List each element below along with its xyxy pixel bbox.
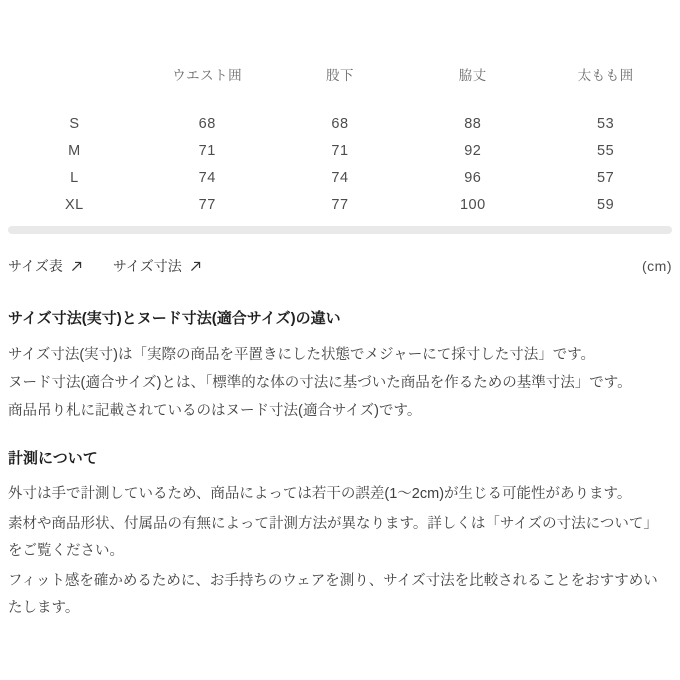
paragraph: 商品吊り札に記載されているのはヌード寸法(適合サイズ)です。 (8, 402, 422, 419)
column-header-blank (8, 64, 141, 110)
column-header-thigh: 太もも囲 (577, 68, 634, 83)
table-links-row (8, 256, 672, 276)
table-cell: 57 (597, 169, 615, 186)
section-measurement-notes (8, 449, 672, 623)
section-heading: 計測について (8, 449, 98, 467)
column-header-side-length: 脇丈 (458, 68, 487, 83)
table-row (8, 137, 672, 164)
table-cell: 77 (331, 196, 349, 213)
section-body (8, 481, 672, 622)
table-cell: 71 (198, 142, 216, 159)
table-cell: 68 (198, 115, 216, 132)
size-chart-link-label: サイズ表 (8, 258, 63, 274)
table-cell: 100 (459, 196, 486, 213)
table-row (8, 164, 672, 191)
paragraph: サイズ寸法(実寸)は「実際の商品を平置きにした状態でメジャーにて採寸した寸法」です。 (8, 346, 596, 363)
table-cell: 96 (464, 169, 482, 186)
table-cell: 77 (198, 196, 216, 213)
section-body (8, 342, 672, 425)
horizontal-scrollbar[interactable] (8, 226, 672, 234)
size-info-page (0, 64, 680, 680)
size-label: M (68, 142, 81, 159)
table-row (8, 191, 672, 218)
paragraph: フィット感を確かめるために、お手持ちのウェアを測り、サイズ寸法を比較されることをおすすめいたします。 (8, 573, 658, 616)
paragraph: 外寸は手で計測しているため、商品によっては若干の誤差(1〜2cm)が生じる可能性があります。 (8, 486, 632, 502)
size-label: L (70, 169, 79, 186)
table-cell: 68 (331, 115, 349, 132)
table-cell: 53 (597, 115, 615, 132)
arrow-up-right-icon (70, 260, 83, 273)
section-size-definition (8, 309, 672, 425)
table-cell: 55 (597, 142, 615, 159)
column-header-inseam: 股下 (325, 68, 354, 83)
section-heading: サイズ寸法(実寸)とヌード寸法(適合サイズ)の違い (8, 310, 341, 327)
table-cell: 92 (464, 142, 482, 159)
size-label: S (69, 115, 80, 132)
column-header-waist: ウエスト囲 (172, 68, 243, 83)
unit-label: (cm) (642, 258, 672, 274)
size-chart-link[interactable] (8, 256, 83, 276)
table-cell: 74 (331, 169, 349, 186)
table-header-row (8, 64, 672, 110)
size-measurement-table (8, 64, 672, 218)
paragraph: 素材や商品形状、付属品の有無によって計測方法が異なります。詳しくは「サイズの寸法について」をご覧ください。 (8, 516, 658, 559)
size-spec-link-label: サイズ寸法 (112, 258, 182, 274)
paragraph: ヌード寸法(適合サイズ)とは、「標準的な体の寸法に基づいた商品を作るための基準寸法」です。 (8, 374, 632, 391)
table-cell: 71 (331, 142, 349, 159)
table-cell: 59 (597, 196, 615, 213)
size-label: XL (65, 196, 84, 213)
table-cell: 74 (198, 169, 216, 186)
table-row (8, 110, 672, 137)
table-cell: 88 (464, 115, 482, 132)
size-spec-link[interactable] (113, 256, 202, 276)
arrow-up-right-icon (189, 260, 202, 273)
